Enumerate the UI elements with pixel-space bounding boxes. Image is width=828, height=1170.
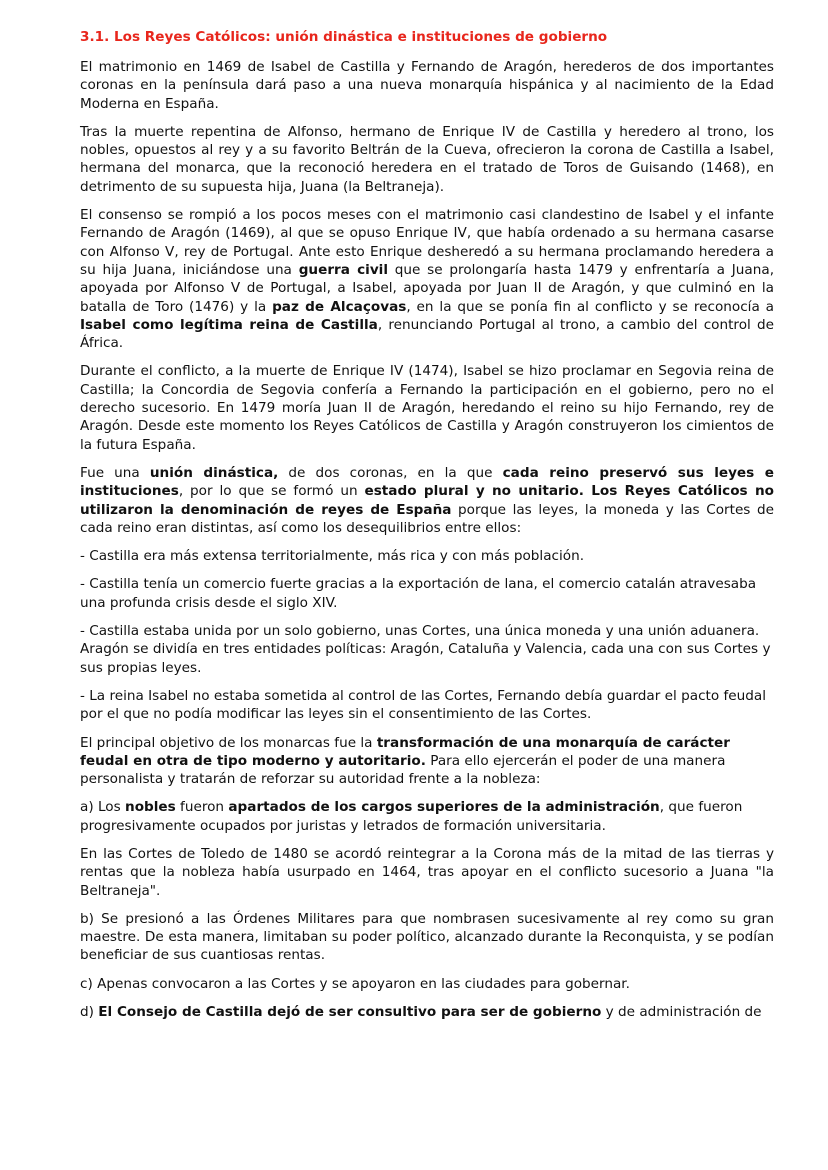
bold-text: Isabel como legítima reina de Castilla bbox=[80, 316, 378, 333]
paragraph bbox=[80, 464, 774, 537]
paragraph bbox=[80, 845, 774, 900]
text-segment: El consenso se rompió a los pocos meses con el matrimonio casi clandestino de Isabel y el infante Fernando de Aragón (1469), al que se opuso Enrique IV, que había ordenado a su hermana casarse con Alfonso V, rey de Portugal. Ante esto Enrique desheredó a su hermana proclamando heredera a su hija Juana, iniciándose una bbox=[80, 207, 774, 278]
paragraph bbox=[80, 622, 774, 677]
paragraph bbox=[80, 734, 774, 789]
document-page bbox=[80, 28, 774, 1031]
text-segment: - Castilla tenía un comercio fuerte gracias a la exportación de lana, el comercio catalán atravesaba una profunda crisis desde el siglo XIV. bbox=[80, 576, 757, 611]
text-segment: El principal objetivo de los monarcas fue la bbox=[80, 734, 377, 751]
bold-text: El Consejo de Castilla dejó de ser consultivo para ser de gobierno bbox=[98, 1004, 602, 1021]
paragraph bbox=[80, 123, 774, 196]
bold-text: unión dinástica, bbox=[149, 464, 279, 481]
bold-text: estado plural y no unitario. Los Reyes Católicos no utilizaron la denominación de reyes de España bbox=[80, 483, 774, 518]
text-segment: Fue una bbox=[80, 464, 150, 481]
text-segment: - Castilla estaba unida por un solo gobierno, unas Cortes, una única moneda y una unión aduanera. Aragón se dividía en tres entidades políticas: Aragón, Cataluña y Valencia, cada una con sus Cortes y sus propias leyes. bbox=[80, 623, 771, 676]
text-segment: y de administración de bbox=[601, 1004, 762, 1021]
bold-text: nobles bbox=[125, 799, 176, 816]
text-segment: b) Se presionó a las Órdenes Militares para que nombrasen sucesivamente al rey como su gran maestre. De esta manera, limitaban su poder político, alcanzado durante la Reconquista, y se podían beneficiar de sus cuantiosas rentas. bbox=[80, 910, 774, 964]
paragraph bbox=[80, 206, 774, 352]
text-segment: d) bbox=[80, 1004, 99, 1021]
paragraph bbox=[80, 1003, 774, 1021]
bold-text: cada reino preservó sus leyes e instituciones bbox=[80, 464, 774, 500]
bold-text: transformación de una monarquía de carácter feudal en otra de tipo moderno y autoritario. bbox=[80, 734, 730, 769]
text-segment: porque las leyes, la moneda y las Cortes de cada reino eran distintas, así como los desequilibrios entre ellos: bbox=[80, 501, 774, 536]
text-segment: , que fueron progresivamente ocupados por juristas y letrados de formación universitaria. bbox=[80, 799, 743, 834]
section-title: 3.1. Los Reyes Católicos: unión dinástica e instituciones de gobierno bbox=[80, 29, 608, 45]
text-segment: c) Apenas convocaron a las Cortes y se apoyaron en las ciudades para gobernar. bbox=[80, 975, 630, 992]
paragraph bbox=[80, 362, 774, 453]
bold-text: guerra civil bbox=[298, 261, 388, 278]
paragraph bbox=[80, 687, 774, 724]
text-segment: fueron bbox=[175, 799, 229, 816]
paragraph bbox=[80, 910, 774, 965]
text-segment: El matrimonio en 1469 de Isabel de Castilla y Fernando de Aragón, herederos de dos importantes coronas en la península dará paso a una nueva monarquía hispánica y al nacimiento de la Edad Moderna en España. bbox=[80, 59, 774, 112]
text-segment: En las Cortes de Toledo de 1480 se acordó reintegrar a la Corona más de la mitad de las tierras y rentas que la nobleza había usurpado en 1464, tras apoyar en el conflicto sucesorio a Juana "la Beltraneja". bbox=[80, 845, 774, 899]
text-segment: que se prolongaría hasta 1479 y enfrentaría a Juana, apoyada por Alfonso V de Portugal, a Isabel, apoyada por Juan II de Aragón, y que culminó en la batalla de Toro (1476) y la bbox=[80, 261, 775, 315]
text-segment: a) Los bbox=[80, 799, 126, 816]
paragraph bbox=[80, 575, 774, 612]
text-segment: - La reina Isabel no estaba sometida al control de las Cortes, Fernando debía guardar el pacto feudal por el que no podía modificar las leyes sin el consentimiento de las Cortes. bbox=[80, 687, 767, 723]
paragraph bbox=[80, 58, 774, 113]
text-segment: - Castilla era más extensa territorialmente, más rica y con más población. bbox=[80, 548, 585, 565]
document-body bbox=[80, 58, 774, 1021]
text-segment: Para ello ejercerán el poder de una manera personalista y tratarán de reforzar su autoridad frente a la nobleza: bbox=[80, 752, 726, 788]
text-segment: , por lo que se formó un bbox=[178, 483, 365, 500]
paragraph bbox=[80, 975, 774, 993]
text-segment: Durante el conflicto, a la muerte de Enrique IV (1474), Isabel se hizo proclamar en Segovia reina de Castilla; la Concordia de Segovia confería a Fernando la participación en el gobierno, pero no el derecho sucesorio. En 1479 moría Juan II de Aragón, heredando el reino su hijo Fernando, rey de Aragón. Desde este momento los Reyes Católicos de Castilla y Aragón construyeron los cimientos de la futura España. bbox=[80, 363, 774, 453]
paragraph bbox=[80, 547, 774, 565]
text-segment: de dos coronas, en la que bbox=[278, 464, 503, 481]
text-segment: , renunciando Portugal al trono, a cambio del control de África. bbox=[80, 316, 774, 352]
text-segment: Tras la muerte repentina de Alfonso, hermano de Enrique IV de Castilla y heredero al trono, los nobles, opuestos al rey y a su favorito Beltrán de la Cueva, ofrecieron la corona de Castilla a Isabel, hermana del monarca, que la reconoció heredera en el tratado de Toros de Guisando (1468), en detrimento de su supuesta hija, Juana (la Beltraneja). bbox=[80, 123, 774, 195]
paragraph bbox=[80, 798, 774, 835]
bold-text: apartados de los cargos superiores de la administración bbox=[228, 799, 660, 816]
text-segment: , en la que se ponía fin al conflicto y se reconocía a bbox=[406, 298, 774, 315]
bold-text: paz de Alcaçovas bbox=[272, 298, 407, 315]
